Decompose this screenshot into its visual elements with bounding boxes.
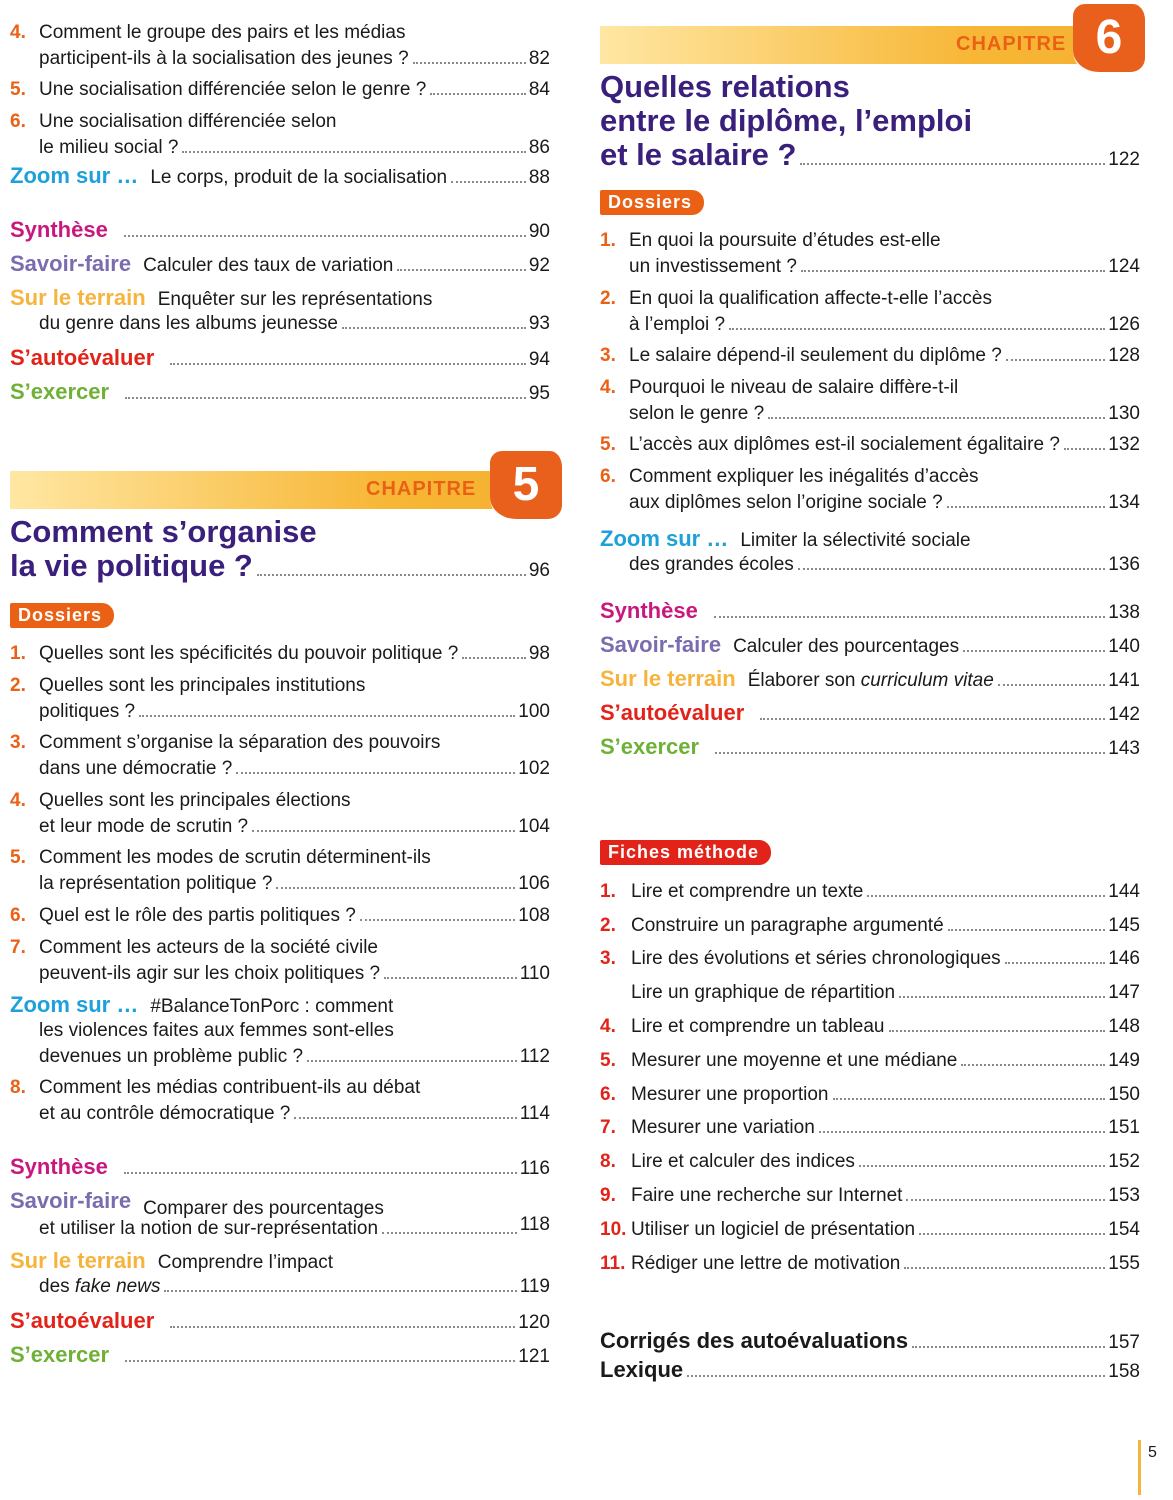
entry-page: 144 — [1108, 881, 1140, 902]
chapter-number-badge: 6 — [1073, 4, 1149, 76]
entry-page: 152 — [1108, 1151, 1140, 1172]
toc-synthese[interactable] — [10, 217, 550, 243]
entry-title: et au contrôle démocratique ? — [39, 1103, 291, 1124]
fiches-methode-tag: Fiches méthode — [600, 840, 771, 865]
entry-page: 151 — [1108, 1117, 1140, 1138]
entry-page: 112 — [519, 1046, 550, 1067]
entry-title: Élaborer son — [747, 670, 861, 691]
zoom-label: Zoom sur … — [10, 163, 139, 188]
entry-title: Calculer des taux de variation — [143, 255, 394, 276]
autoevaluer-label: S’autoévaluer — [600, 700, 745, 725]
entry-page: 136 — [1108, 554, 1140, 575]
entry-title: Faire une recherche sur Internet — [631, 1185, 903, 1206]
entry-title: Utiliser un logiciel de présentation — [631, 1219, 916, 1240]
entry-page: 94 — [528, 349, 550, 370]
entry-page: 126 — [1108, 314, 1140, 335]
entry-title: Mesurer une proportion — [631, 1084, 829, 1105]
entry-title: Comprendre l’impact — [157, 1252, 334, 1273]
entry-title: participent-ils à la socialisation des jeunes ? — [39, 48, 409, 69]
toc-entry[interactable] — [600, 432, 1140, 458]
entry-title: le milieu social ? — [39, 137, 179, 158]
entry-page: 92 — [528, 255, 550, 276]
entry-title: à l’emploi ? — [629, 314, 726, 335]
entry-number: 1. — [10, 643, 26, 664]
toc-fiche[interactable] — [600, 913, 1140, 939]
entry-title: Une socialisation différenciée selon le genre ? — [39, 79, 427, 100]
zoom-label: Zoom sur … — [10, 992, 139, 1017]
entry-title: Lire et calculer des indices — [631, 1151, 855, 1172]
toc-lexique[interactable] — [600, 1357, 1140, 1383]
toc-entry[interactable] — [10, 77, 550, 103]
toc-entry[interactable] — [600, 286, 1140, 338]
entry-page: 145 — [1108, 915, 1140, 936]
entry-title: Quel est le rôle des partis politiques ? — [39, 905, 356, 926]
toc-fiche[interactable] — [600, 1217, 1140, 1243]
entry-number: 3. — [10, 732, 26, 753]
entry-title: aux diplômes selon l’origine sociale ? — [629, 492, 943, 513]
toc-entry[interactable] — [600, 464, 1140, 516]
entry-page: 128 — [1108, 345, 1140, 366]
entry-number: 2. — [600, 288, 616, 309]
entry-title: Mesurer une variation — [631, 1117, 815, 1138]
entry-number: 6. — [600, 466, 616, 487]
toc-fiche[interactable] — [600, 879, 1140, 905]
entry-page: 104 — [518, 816, 550, 837]
entry-page: 93 — [528, 313, 550, 334]
autoevaluer-label: S’autoévaluer — [10, 1308, 155, 1333]
entry-page: 150 — [1108, 1084, 1140, 1105]
entry-page: 106 — [518, 873, 550, 894]
exercer-label: S’exercer — [10, 379, 110, 404]
toc-entry[interactable] — [600, 375, 1140, 427]
entry-page: 140 — [1108, 636, 1140, 657]
entry-title: selon le genre ? — [629, 403, 765, 424]
entry-title: et leur mode de scrutin ? — [39, 816, 249, 837]
toc-fiche[interactable] — [600, 1149, 1140, 1175]
entry-page: 146 — [1108, 948, 1140, 969]
entry-page: 124 — [1108, 256, 1140, 277]
synthese-label: Synthèse — [600, 598, 698, 623]
entry-title: Le salaire dépend-il seulement du diplôme ? — [629, 345, 1002, 366]
lexique-label: Lexique — [600, 1357, 684, 1382]
toc-zoom-entry[interactable] — [10, 163, 550, 189]
toc-fiche[interactable] — [600, 1251, 1140, 1277]
entry-title: devenues un problème public ? — [39, 1046, 304, 1067]
entry-title: Lire des évolutions et séries chronologiques — [631, 948, 1001, 969]
toc-exercer[interactable] — [10, 1342, 550, 1368]
toc-zoom-entry[interactable] — [600, 526, 1140, 578]
entry-number: 10. — [600, 1219, 627, 1240]
toc-entry[interactable] — [10, 935, 550, 987]
entry-page: 84 — [528, 79, 550, 100]
entry-title: dans une démocratie ? — [39, 758, 233, 779]
exercer-label: S’exercer — [10, 1342, 110, 1367]
chapter-title-line: Quelles relations — [600, 69, 850, 104]
toc-fiche[interactable] — [600, 980, 1140, 1006]
entry-title: Comment les médias contribuent-ils au débat — [39, 1077, 421, 1098]
entry-number: 3. — [600, 948, 616, 969]
synthese-label: Synthèse — [10, 1154, 108, 1179]
chapter-title-line: et le salaire ? — [600, 137, 797, 172]
toc-savoir-faire[interactable] — [10, 1188, 550, 1242]
sur-le-terrain-label: Sur le terrain — [10, 1248, 146, 1273]
entry-page: 118 — [519, 1214, 550, 1235]
toc-entry[interactable] — [10, 903, 550, 929]
toc-synthese[interactable] — [600, 598, 1140, 624]
entry-title: Pourquoi le niveau de salaire diffère-t-il — [629, 377, 959, 398]
toc-fiche[interactable] — [600, 946, 1140, 972]
chapter-title[interactable] — [10, 515, 550, 583]
entry-title: Comment les modes de scrutin déterminent-ils — [39, 847, 431, 868]
entry-page: 155 — [1108, 1253, 1140, 1274]
entry-title: la représentation politique ? — [39, 873, 273, 894]
entry-page: 120 — [518, 1312, 550, 1333]
entry-title: et utiliser la notion de sur-représentation — [39, 1218, 379, 1239]
dossiers-tag: Dossiers — [10, 603, 114, 628]
toc-entry[interactable] — [10, 1075, 550, 1127]
entry-title: Mesurer une moyenne et une médiane — [631, 1050, 958, 1071]
entry-title: Quelles sont les principales institutions — [39, 675, 366, 696]
entry-page: 149 — [1108, 1050, 1140, 1071]
entry-page: 141 — [1108, 670, 1140, 691]
entry-number: 4. — [600, 377, 616, 398]
entry-number: 6. — [10, 111, 26, 132]
toc-entry[interactable] — [10, 20, 550, 72]
chapter-title-line: la vie politique ? — [10, 548, 253, 583]
entry-number: 11. — [600, 1253, 626, 1274]
entry-number: 2. — [10, 675, 26, 696]
entry-title: En quoi la poursuite d’études est-elle — [629, 230, 941, 251]
entry-number: 5. — [600, 1050, 616, 1071]
entry-page: 143 — [1108, 738, 1140, 759]
entry-number: 1. — [600, 230, 616, 251]
entry-number: 8. — [600, 1151, 616, 1172]
entry-title: des — [39, 1276, 75, 1297]
exercer-label: S’exercer — [600, 734, 700, 759]
entry-title: Limiter la sélectivité sociale — [740, 530, 971, 551]
chapter-title[interactable] — [600, 70, 1140, 172]
entry-number: 5. — [10, 79, 26, 100]
entry-number: 3. — [600, 345, 616, 366]
entry-title: Construire un paragraphe argumenté — [631, 915, 944, 936]
entry-page: 154 — [1108, 1219, 1140, 1240]
entry-title-italic: curriculum vitae — [860, 670, 994, 691]
toc-entry[interactable] — [10, 845, 550, 897]
entry-page: 96 — [528, 560, 550, 581]
entry-number: 4. — [10, 790, 26, 811]
entry-title: Comparer des pourcentages — [143, 1198, 384, 1219]
toc-fiche[interactable] — [600, 1082, 1140, 1108]
toc-entry[interactable] — [10, 641, 550, 667]
entry-page: 116 — [519, 1158, 550, 1179]
entry-page: 122 — [1108, 149, 1140, 170]
sur-le-terrain-label: Sur le terrain — [10, 285, 146, 310]
entry-page: 148 — [1108, 1016, 1140, 1037]
synthese-label: Synthèse — [10, 217, 108, 242]
entry-title: L’accès aux diplômes est-il socialement égalitaire ? — [629, 434, 1060, 455]
entry-title: Une socialisation différenciée selon — [39, 111, 337, 132]
entry-title: Rédiger une lettre de motivation — [631, 1253, 901, 1274]
entry-title: Le corps, produit de la socialisation — [150, 167, 448, 188]
toc-exercer[interactable] — [600, 734, 1140, 760]
toc-sur-le-terrain[interactable] — [600, 666, 1140, 692]
entry-page: 86 — [528, 137, 550, 158]
entry-page: 158 — [1108, 1361, 1140, 1382]
savoir-faire-label: Savoir-faire — [10, 251, 132, 276]
entry-page: 95 — [528, 383, 550, 404]
toc-autoevaluer[interactable] — [10, 345, 550, 371]
entry-number: 4. — [10, 22, 26, 43]
entry-title: Lire un graphique de répartition — [631, 982, 896, 1003]
entry-page: 88 — [528, 167, 550, 188]
entry-page: 147 — [1108, 982, 1140, 1003]
entry-page: 119 — [519, 1276, 550, 1297]
chapter-number-badge: 5 — [490, 451, 566, 523]
toc-fiche[interactable] — [600, 1183, 1140, 1209]
toc-entry[interactable] — [10, 788, 550, 840]
toc-entry[interactable] — [600, 228, 1140, 280]
savoir-faire-label: Savoir-faire — [10, 1188, 132, 1213]
entry-page: 132 — [1108, 434, 1140, 455]
entry-title: Comment les acteurs de la société civile — [39, 937, 378, 958]
entry-number: 5. — [600, 434, 616, 455]
entry-title: politiques ? — [39, 701, 136, 722]
entry-title: peuvent-ils agir sur les choix politiques ? — [39, 963, 381, 984]
dossiers-tag: Dossiers — [600, 190, 704, 215]
chapter-label: CHAPITRE — [366, 478, 477, 500]
sur-le-terrain-label: Sur le terrain — [600, 666, 736, 691]
entry-number: 7. — [600, 1117, 616, 1138]
entry-title: Quelles sont les spécificités du pouvoir politique ? — [39, 643, 459, 664]
entry-number: 6. — [600, 1084, 616, 1105]
toc-entry[interactable] — [10, 673, 550, 725]
toc-fiche[interactable] — [600, 1115, 1140, 1141]
entry-title: Lire et comprendre un tableau — [631, 1016, 885, 1037]
entry-title: Comment s’organise la séparation des pouvoirs — [39, 732, 441, 753]
toc-autoevaluer[interactable] — [10, 1308, 550, 1334]
entry-number: 8. — [10, 1077, 26, 1098]
entry-number: 7. — [10, 937, 26, 958]
entry-number: 5. — [10, 847, 26, 868]
entry-title: les violences faites aux femmes sont-elles — [39, 1020, 394, 1041]
toc-exercer[interactable] — [10, 379, 550, 405]
entry-page: 102 — [518, 758, 550, 779]
entry-title: Enquêter sur les représentations — [157, 289, 433, 310]
entry-title: Comment expliquer les inégalités d’accès — [629, 466, 979, 487]
toc-entry[interactable] — [10, 730, 550, 782]
entry-title: En quoi la qualification affecte-t-elle l’accès — [629, 288, 992, 309]
entry-number: 6. — [10, 905, 26, 926]
savoir-faire-label: Savoir-faire — [600, 632, 722, 657]
entry-page: 108 — [518, 905, 550, 926]
toc-fiche[interactable] — [600, 1048, 1140, 1074]
entry-title: Lire et comprendre un texte — [631, 881, 864, 902]
entry-page: 82 — [528, 48, 550, 69]
entry-page: 98 — [528, 643, 550, 664]
entry-number: 9. — [600, 1185, 616, 1206]
entry-page: 100 — [518, 701, 550, 722]
toc-autoevaluer[interactable] — [600, 700, 1140, 726]
chapter-label: CHAPITRE — [956, 33, 1067, 55]
entry-title: #BalanceTonPorc : comment — [150, 996, 394, 1017]
toc-synthese[interactable] — [10, 1154, 550, 1180]
zoom-label: Zoom sur … — [600, 526, 729, 551]
toc-entry[interactable] — [600, 343, 1140, 369]
entry-number: 1. — [600, 881, 616, 902]
toc-savoir-faire[interactable] — [600, 632, 1140, 658]
entry-title: Calculer des pourcentages — [733, 636, 960, 657]
toc-sur-le-terrain[interactable] — [10, 285, 550, 337]
corriges-label: Corrigés des autoévaluations — [600, 1328, 909, 1353]
entry-page: 130 — [1108, 403, 1140, 424]
autoevaluer-label: S’autoévaluer — [10, 345, 155, 370]
page-number: 5 — [1148, 1444, 1157, 1461]
entry-title-italic: fake news — [74, 1276, 161, 1297]
entry-page: 114 — [519, 1103, 550, 1124]
entry-page: 121 — [518, 1346, 550, 1367]
entry-title: Quelles sont les principales élections — [39, 790, 351, 811]
entry-title: du genre dans les albums jeunesse — [39, 313, 338, 334]
entry-page: 110 — [519, 963, 550, 984]
chapter-title-line: entre le diplôme, l’emploi — [600, 103, 973, 138]
entry-page: 142 — [1108, 704, 1140, 725]
chapter-title-line: Comment s’organise — [10, 514, 317, 549]
entry-title: un investissement ? — [629, 256, 797, 277]
page-number-rule — [1138, 1440, 1141, 1495]
toc-corriges[interactable] — [600, 1328, 1140, 1354]
entry-page: 157 — [1108, 1332, 1140, 1353]
entry-title: des grandes écoles — [629, 554, 794, 575]
toc-entry[interactable] — [10, 109, 550, 161]
entry-number: 2. — [600, 915, 616, 936]
toc-fiche[interactable] — [600, 1014, 1140, 1040]
toc-sur-le-terrain[interactable] — [10, 1248, 550, 1300]
entry-page: 138 — [1108, 602, 1140, 623]
entry-number: 4. — [600, 1016, 616, 1037]
toc-zoom-entry[interactable] — [10, 992, 550, 1070]
toc-savoir-faire[interactable] — [10, 251, 550, 277]
entry-page: 134 — [1108, 492, 1140, 513]
entry-title: Comment le groupe des pairs et les médias — [39, 22, 406, 43]
entry-page: 90 — [528, 221, 550, 242]
entry-page: 153 — [1108, 1185, 1140, 1206]
